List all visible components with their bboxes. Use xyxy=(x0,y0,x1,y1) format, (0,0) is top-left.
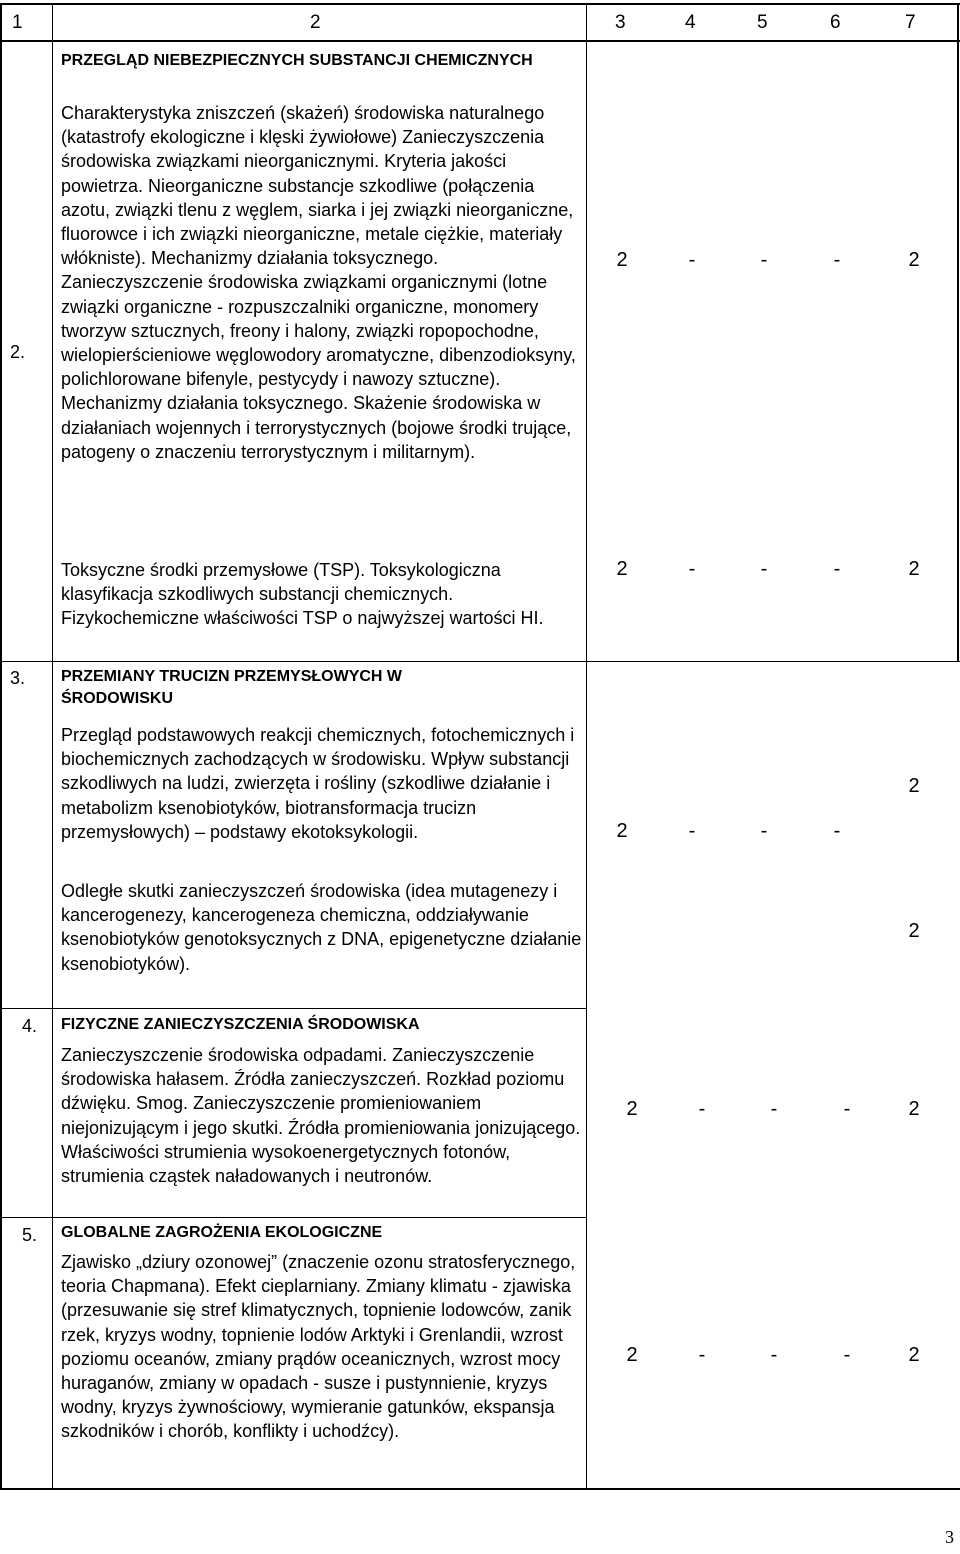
hours-value: - xyxy=(688,249,696,271)
section-title: FIZYCZNE ZANIECZYSZCZENIA ŚRODOWISKA xyxy=(61,1016,420,1033)
hours-value: 2 xyxy=(616,558,628,580)
row-number: 4. xyxy=(22,1016,38,1036)
column-divider xyxy=(52,3,53,1490)
row-number: 5. xyxy=(22,1225,38,1245)
column-header: 6 xyxy=(830,12,841,33)
hours-value: - xyxy=(688,820,696,842)
hours-value: - xyxy=(698,1344,706,1366)
hours-value: 2 xyxy=(908,920,920,942)
table-border-bottom xyxy=(0,1488,960,1490)
row-divider xyxy=(0,1008,586,1009)
section-text: Zanieczyszczenie środowiska odpadami. Zanieczyszczenie środowiska hałasem. Źródła zanieczyszczeń. Rozkład poziomu dźwięku. Smog. Zanieczyszczenie promieniowaniem niejonizującym i jego skutki. Źródła promieniowania jonizującego. Właściwości strumienia wysokoenergetycznych fotonów, strumienia cząstek naładowanych i neutronów. xyxy=(61,1045,581,1187)
section-title: GLOBALNE ZAGROŻENIA EKOLOGICZNE xyxy=(61,1224,383,1241)
section-text: Toksyczne środki przemysłowe (TSP). Toksykologiczna klasyfikacja szkodliwych substancji chemicznych. Fizykochemiczne właściwości TSP o najwyższej wartości HI. xyxy=(61,560,544,629)
column-header: 2 xyxy=(310,12,321,33)
hours-value: 2 xyxy=(908,1098,920,1120)
header-separator xyxy=(0,40,960,42)
hours-value: 2 xyxy=(908,1344,920,1366)
row-number: 3. xyxy=(10,668,26,688)
row-divider xyxy=(0,661,960,662)
hours-value: - xyxy=(760,249,768,271)
column-header: 5 xyxy=(757,12,768,33)
hours-value: - xyxy=(833,820,841,842)
hours-value: - xyxy=(760,820,768,842)
hours-value: 2 xyxy=(908,249,920,271)
column-header: 3 xyxy=(615,12,626,33)
hours-value: 2 xyxy=(616,249,628,271)
hours-value: - xyxy=(833,558,841,580)
hours-value: 2 xyxy=(626,1344,638,1366)
hours-value: 2 xyxy=(626,1098,638,1120)
hours-value: - xyxy=(770,1098,778,1120)
section-title: PRZEGLĄD NIEBEZPIECZNYCH SUBSTANCJI CHEMICZNYCH xyxy=(61,52,533,69)
column-header: 1 xyxy=(12,12,23,33)
column-divider xyxy=(586,3,587,1490)
hours-value: - xyxy=(843,1344,851,1366)
hours-value: - xyxy=(688,558,696,580)
page-number: 3 xyxy=(945,1527,954,1547)
table-border-top xyxy=(0,3,960,5)
section-title: PRZEMIANY TRUCIZN PRZEMYSŁOWYCH W ŚRODOWISKU xyxy=(61,668,403,707)
hours-value: - xyxy=(843,1098,851,1120)
hours-value: - xyxy=(770,1344,778,1366)
hours-value: 2 xyxy=(908,558,920,580)
hours-value: 2 xyxy=(908,775,920,797)
hours-value: - xyxy=(760,558,768,580)
section-text: Odległe skutki zanieczyszczeń środowiska (idea mutagenezy i kancerogenezy, kancerogeneza chemiczna, oddziaływanie ksenobiotyków genotoksycznych z DNA, epigenetyczne działanie ksenobiotyków). xyxy=(61,881,582,974)
row-divider xyxy=(0,1217,586,1218)
row-number: 2. xyxy=(10,342,26,362)
hours-value: 2 xyxy=(616,820,628,842)
section-text: Przegląd podstawowych reakcji chemicznych, fotochemicznych i biochemicznych zachodzących w środowisku. Wpływ substancji szkodliwych na ludzi, zwierzęta i rośliny (szkodliwe działanie i metabolizm ksenobiotyków, biotransformacja trucizn przemysłowych) – podstawy ekotoksykologii. xyxy=(61,725,575,842)
table-border-right xyxy=(957,3,959,661)
column-header: 7 xyxy=(905,12,916,33)
column-header: 4 xyxy=(685,12,696,33)
hours-value: - xyxy=(833,249,841,271)
section-text: Zjawisko „dziury ozonowej” (znaczenie ozonu stratosferycznego, teoria Chapmana). Efekt cieplarniany. Zmiany klimatu - zjawiska (przesuwanie się stref klimatycznych, topnienie lodowców, zanik rzek, kryzys wodny, topnienie lodów Arktyki i Grenlandii, wzrost poziomu oceanów, zmiany prądów oceanicznych, wzrost mocy huraganów, zmiany w opadach - susze i pustynnienie, kryzys wodny, kryzys żywnościowy, wymieranie gatunków, ekspansja szkodników i chorób, konflikty i uchodźcy). xyxy=(61,1252,576,1442)
hours-value: - xyxy=(698,1098,706,1120)
section-text: Charakterystyka zniszczeń (skażeń) środowiska naturalnego (katastrofy ekologiczne i klęski żywiołowe) Zanieczyszczenia środowiska związkami nieorganicznymi. Kryteria jakości powietrza. Nieorganiczne substancje szkodliwe (połączenia azotu, związki tlenu z węglem, siarka i jej związki nieorganiczne, fluorowce i ich związki nieorganiczne, metale ciężkie, materiały włókniste). Mechanizmy działania toksycznego. Zanieczyszczenie środowiska związkami organicznymi (lotne związki organiczne - rozpuszczalniki organiczne, monomery tworzyw sztucznych, freony i halony, związki ropopochodne, wielopierścieniowe węglowodory aromatyczne, dibenzodioksyny, polichlorowane bifenyle, pestycydy i nawozy sztuczne). Mechanizmy działania toksycznego. Skażenie środowiska w działaniach wojennych i terrorystycznych (bojowe środki trujące, patogeny o znaczeniu terrorystycznym i militarnym). xyxy=(61,103,576,462)
table-border-left xyxy=(0,3,2,1490)
